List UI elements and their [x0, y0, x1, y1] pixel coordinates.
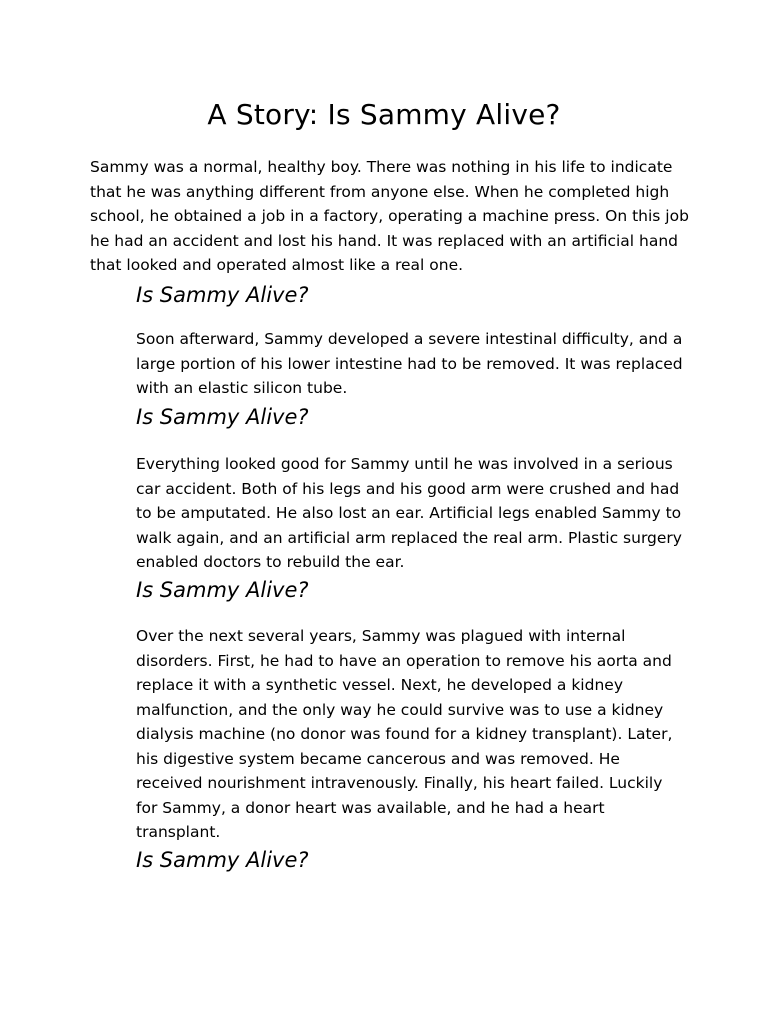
story-paragraph: Over the next several years, Sammy was plagued with internal disorders. First, he had to have an operation to remove his aorta and replace it with a synthetic vessel. Next, he developed a kidney malfunction, and the only way he could survive was to use a kidney dialysis machine (no donor was found for a kidney transplant). Later, his digestive system became cancerous and was removed. He received nourishment intravenously. Finally, his heart failed. Luckily for Sammy, a donor heart was available, and he had a heart transplant.	[136, 627, 673, 841]
intro-paragraph: Sammy was a normal, healthy boy. There was nothing in his life to indicate that he was anything different from anyone else. When he completed high school, he obtained a job in a factory, operating a machine press. On this job he had an accident and lost his hand. It was replaced with an artificial hand that looked and operated almost like a real one.	[90, 158, 689, 274]
story-paragraph: Soon afterward, Sammy developed a severe intestinal difficulty, and a large portion of his lower intestine had to be removed. It was replaced with an elastic silicon tube.	[136, 330, 683, 397]
refrain-heading: Is Sammy Alive?	[136, 578, 309, 602]
refrain-heading: Is Sammy Alive?	[136, 405, 309, 429]
page-title: A Story: Is Sammy Alive?	[207, 98, 561, 131]
story-paragraph: Everything looked good for Sammy until he was involved in a serious car accident. Both of his legs and his good arm were crushed and had to be amputated. He also lost an ear. Artificial legs enabled Sammy to walk again, and an artificial arm replaced the real arm. Plastic surgery enabled doctors to rebuild the ear.	[136, 455, 682, 571]
refrain-heading: Is Sammy Alive?	[136, 283, 309, 307]
refrain-heading: Is Sammy Alive?	[136, 848, 309, 872]
